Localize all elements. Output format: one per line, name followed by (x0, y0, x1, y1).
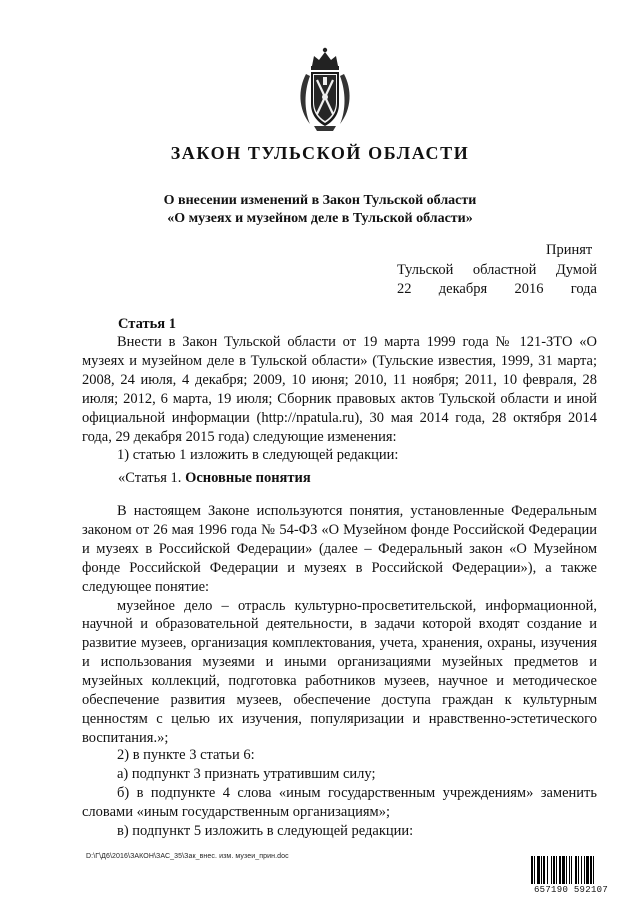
paragraph: в) подпункт 5 изложить в следующей редакции: (117, 822, 414, 839)
paragraph: 1) статью 1 изложить в следующей редакции: (117, 447, 399, 464)
paragraph: б) в подпункте 4 слова «иным государственным учреждениям» заменить словами «иным государственным организациям»; (82, 784, 597, 820)
barcode-bar (534, 856, 535, 884)
barcode-bar (531, 856, 533, 884)
barcode-bar (562, 856, 565, 884)
quoted-article-prefix: «Статья 1. (118, 470, 182, 486)
barcode-bar (566, 856, 567, 884)
document-subtitle-line2: «О музеях и музейном деле в Тульской области» (167, 211, 473, 226)
accepted-date: 22 декабря 2016 года (397, 281, 597, 297)
barcode-bar (586, 856, 589, 884)
paragraph: а) подпункт 3 признать утратившим силу; (117, 765, 376, 782)
amendments-body (82, 746, 597, 841)
barcode-bar (541, 856, 542, 884)
barcode-bar (593, 856, 594, 884)
barcode-bar (581, 856, 582, 884)
definitions-body (82, 502, 597, 748)
paragraph: 2) в пункте 3 статьи 6: (117, 747, 255, 763)
document-subtitle-line1: О внесении изменений в Закон Тульской области (163, 193, 477, 208)
barcode-bar (537, 856, 540, 884)
file-path-footer: D:\Г\Д6\2016\ЗАКОН\ЗАС_35\Зак_внес. изм. музеи_прин.doc (86, 853, 289, 860)
barcode-bar (578, 856, 579, 884)
accepted-label: Принят (546, 242, 593, 258)
document-title: ЗАКОН ТУЛЬСКОЙ ОБЛАСТИ (170, 143, 470, 163)
paragraph: Внести в Закон Тульской области от 19 марта 1999 года № 121-ЗТО «О музеях и музейном деле в Тульской области» (Тульские известия, 1999, 31 марта; 2008, 24 июля, 4 декабря; 2009, 10 июня; 2010, 11 ноября; 2011, 10 февраля, 28 июля; 2012, 6 марта, 19 июля; Сборник правовых актов Тульской области и иной официальной информации (http://npatula.ru), 30 мая 2014 года, 28 октября 2014 года, 29 декабря 2015 года) следующие изменения: (82, 334, 597, 445)
barcode-bar (590, 856, 592, 884)
barcode-bar (547, 856, 548, 884)
barcode-bar (569, 856, 570, 884)
barcode-bar (553, 856, 555, 884)
barcode-bar (551, 856, 552, 884)
quoted-article-title (118, 470, 311, 487)
barcode-bar (559, 856, 561, 884)
paragraph: музейное дело – отрасль культурно-просветительской, информационной, научной и образовательной деятельности, в задачи которой входят создание и развитие музеев, организация комплектования, учета, хранения, охраны, изучения и использования музеями и иными организациями музейных предметов и музейных коллекций, подготовка работников музеев, научное и методическое обеспечение развития музеев, обеспечение доступа граждан к культурным ценностям с целью их изучения, популяризации и нравственно-эстетического воспитания.»; (82, 597, 597, 746)
paragraph: В настоящем Законе используются понятия, установленные Федеральным законом от 26 мая 1996 года № 54-ФЗ «О Музейном фонде Российской Федерации и музеях в Российской Федерации» (далее – Федеральный закон «О Музейном фонде Российской Федерации и музеях в Российской Федерации»), а также следующее понятие: (82, 503, 597, 595)
barcode (531, 856, 609, 884)
article-heading: Статья 1 (118, 316, 176, 332)
barcode-bar (575, 856, 577, 884)
quoted-article-name: Основные понятия (185, 470, 311, 486)
accepted-by-duma: Тульской областной Думой (397, 262, 597, 278)
barcode-number: 657190 592107 (533, 885, 609, 895)
article-body-intro (82, 333, 597, 465)
barcode-bar (571, 856, 572, 884)
barcode-bar (584, 856, 585, 884)
barcode-bar (556, 856, 557, 884)
coat-of-arms-emblem (296, 44, 354, 134)
barcode-bar (543, 856, 545, 884)
